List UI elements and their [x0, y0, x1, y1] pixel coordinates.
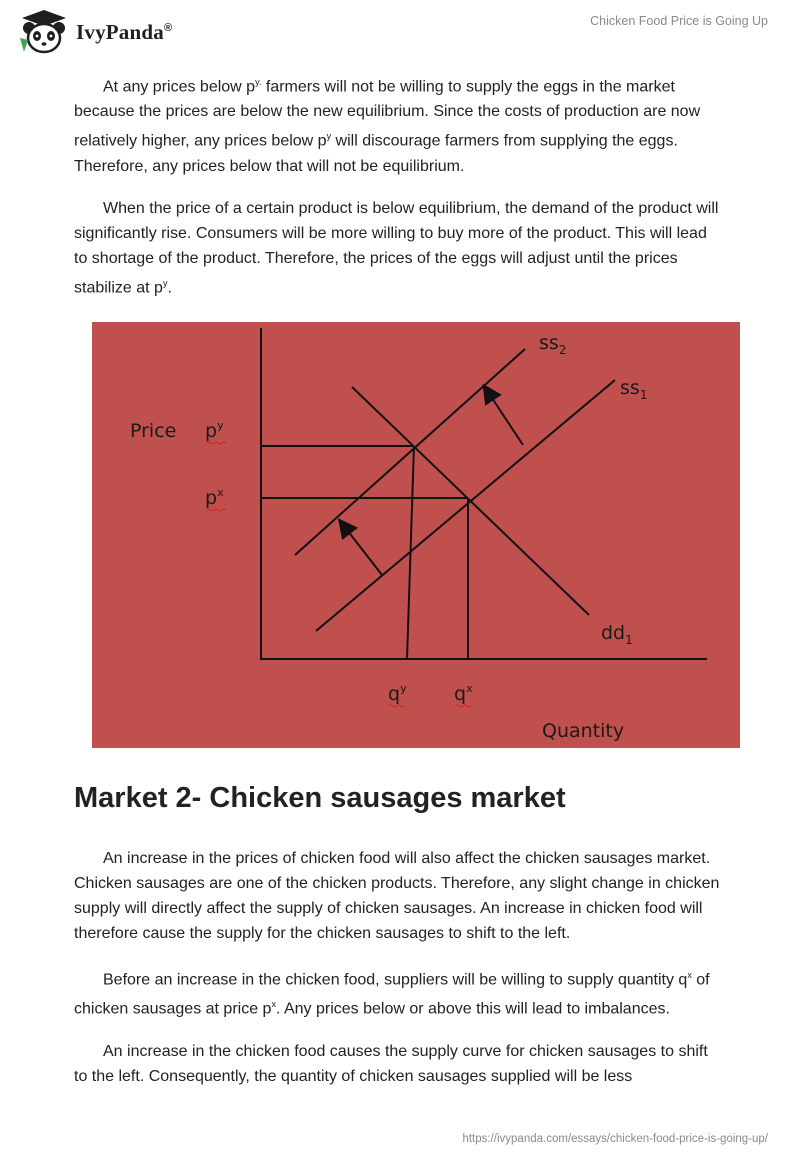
brand-name: IvyPanda®	[76, 19, 173, 44]
shift-arrow-upper	[488, 392, 523, 445]
paragraph: When the price of a certain product is below equilibrium, the demand of the product will significantly rise. Consumers will be more willing to buy more of the product. This will lead to shortage of the product. Therefore, the prices of the eggs will adjust until the prices stabilize at $p^y$.	[74, 199, 719, 296]
ivypanda-logo[interactable]	[16, 8, 172, 56]
supply-demand-diagram	[92, 322, 740, 748]
demand-curve-dd1	[352, 387, 589, 615]
paragraph: Before an increase in the chicken food, suppliers will be willing to supply quantity $q^x$ of chicken sausages at price $p^x$. Any prices below or above this will lead to imbalances.	[74, 969, 710, 1018]
ss1-label: $ss_1$	[620, 376, 648, 402]
quantity-axis-label: Quantity	[542, 719, 625, 742]
section-heading: Market 2- Chicken sausages market	[74, 781, 566, 814]
shift-arrow-lower	[344, 526, 382, 575]
essay-content	[74, 70, 724, 1106]
dd1-label: $dd_1$	[601, 621, 633, 647]
paragraph: At any prices below $p^{y.}$ farmers will not be willing to supply the eggs in the market because the prices are below the new equilibrium. Since the costs of production are now relatively higher, any prices below $p^y$ will discourage farmers from supplying the eggs. Therefore, any prices below that will not be equilibrium.	[74, 77, 701, 175]
paragraph: An increase in the chicken food causes the supply curve for chicken sausages to shift to the left. Consequently, the quantity of chicken sausages supplied will be less	[74, 1042, 708, 1085]
page-header	[0, 0, 800, 60]
panda-graduate-icon	[16, 8, 72, 56]
price-axis-label: Price	[130, 419, 177, 442]
ss2-label: $ss_2$	[539, 331, 567, 357]
quantity-qy-label: $q^y$	[388, 681, 407, 705]
supply-curve-ss1	[316, 380, 615, 631]
supply-curve-ss2	[295, 349, 525, 555]
source-url-link[interactable]: https://ivypanda.com/essays/chicken-food-price-is-going-up/	[462, 1133, 768, 1145]
document-title: Chicken Food Price is Going Up	[590, 14, 768, 28]
price-px-label: $p^x$	[205, 485, 224, 509]
price-py-label: $p^y$	[205, 418, 224, 442]
quantity-qx-label: $q^x$	[454, 681, 473, 705]
paragraph: An increase in the prices of chicken food will also affect the chicken sausages market. Chicken sausages are one of the chicken products. Therefore, any slight change in chicken supply will directly affect the supply of chicken sausages. An increase in chicken food will therefore cause the supply for the chicken sausages to shift to the left.	[74, 849, 720, 942]
